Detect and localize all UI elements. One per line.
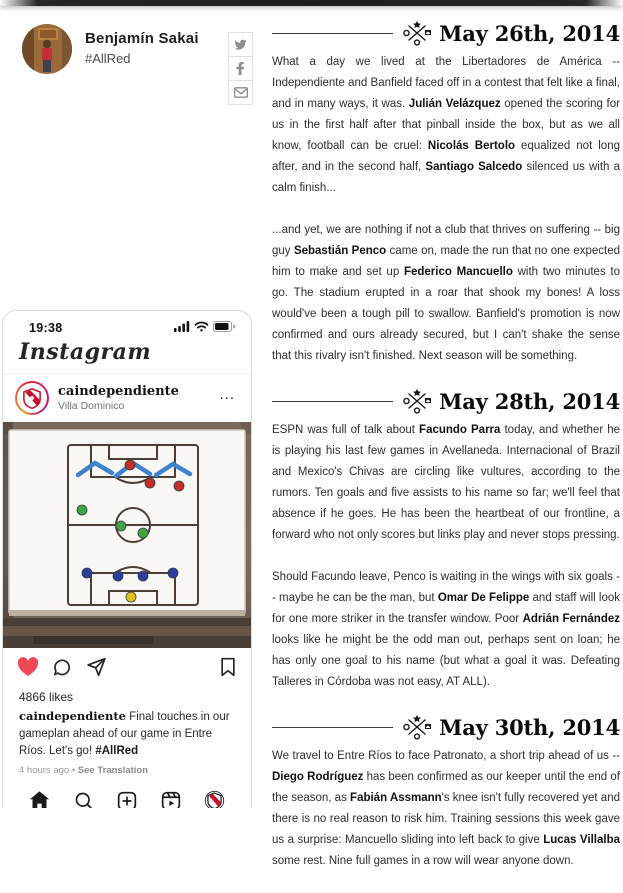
entry-paragraph: ...and yet, we are nothing if not a club that thrives on suffering -- big guy Sebastián Penco came on, made the run that no one expected him to make and set up Federico Mancuello with two minutes to go. The stadium erupted in a roar that shook my bones! A loss would've been a tough pill to swallow. Banfield's promotion is now confirmed and ours already secured, but I can't shake the sense that this rivalry isn't finished. Next season will be something. bbox=[272, 224, 621, 362]
post-avatar[interactable] bbox=[15, 381, 49, 415]
avatar bbox=[22, 24, 72, 74]
journal-entry bbox=[272, 714, 620, 872]
likes-count[interactable]: 4866 likes bbox=[19, 690, 74, 704]
divider bbox=[272, 727, 393, 728]
post-location[interactable]: Villa Dominico bbox=[58, 400, 125, 412]
entry-header bbox=[272, 20, 620, 46]
battery-icon bbox=[213, 319, 235, 337]
post-meta bbox=[3, 760, 251, 776]
entry-header bbox=[272, 714, 620, 740]
journal-entry bbox=[272, 388, 620, 693]
reels-icon[interactable] bbox=[161, 791, 181, 809]
email-icon bbox=[234, 87, 248, 98]
entry-paragraph: Should Facundo leave, Penco is waiting in the wings with six goals -- maybe he can be the man, but Omar De Felippe and staff will look for one more striker in the transfer window. Poor Adrián Fernández looks like he might be the odd man out, perhaps sent on loan; he has only one goal to his name (but what a goal it was. Defeating Talleres in Córdoba was not easy, AT ALL). bbox=[272, 571, 621, 688]
profile-tagline: #AllRed bbox=[85, 51, 131, 66]
phone-status-bar bbox=[3, 311, 251, 335]
bookmark-icon[interactable] bbox=[219, 657, 237, 682]
meta-separator: • bbox=[69, 765, 78, 776]
entry-date: May 30th, 2014 bbox=[439, 714, 620, 740]
caption-text: Final touches in our gameplan ahead of our game in Entre Ríos. Let's go! bbox=[19, 711, 230, 757]
like-heart-icon[interactable] bbox=[17, 657, 39, 682]
profile-card bbox=[22, 24, 199, 74]
divider bbox=[272, 401, 393, 402]
entry-paragraph: ESPN was full of talk about Facundo Parra today, and whether he is playing his last few games in Avellaneda. Internacional of Brazil and Mexico's Chivas are circling like vultures, according to the rumors. Ten goals and five assists to his name so far; we'll feel that absence if he goes. He has been the heartbeat of our frontline, a forward who not only scores but links play and never stops pressing. bbox=[272, 424, 621, 541]
see-translation-link[interactable]: See Translation bbox=[77, 765, 149, 776]
post-action-bar bbox=[3, 648, 251, 686]
share-icon[interactable] bbox=[86, 657, 107, 682]
more-options-icon[interactable]: ... bbox=[219, 385, 235, 403]
top-accent-bar bbox=[0, 0, 623, 6]
entry-date: May 26th, 2014 bbox=[439, 20, 620, 46]
entry-paragraph: We travel to Entre Ríos to face Patronato, a short trip ahead of us -- Diego Rodríguez has been confirmed as our keeper until the end of the season, as Fabián Assmann's knee isn't fully recovered yet and there is no real reason to risk him. Training sessions this week gave us a surprise: Mancuello sliding into left back to give Lucas Villalba some rest. Nine full games in a row will wear anyone down. bbox=[272, 750, 620, 867]
caption-username[interactable]: caindependiente bbox=[19, 709, 126, 723]
new-post-icon[interactable] bbox=[117, 791, 137, 809]
wifi-icon bbox=[194, 319, 209, 337]
entry-header bbox=[272, 388, 620, 414]
facebook-icon bbox=[234, 62, 247, 75]
caption-hashtag[interactable]: #AllRed bbox=[95, 745, 139, 757]
search-icon[interactable] bbox=[74, 791, 94, 809]
email-button[interactable] bbox=[228, 80, 253, 105]
twitter-button[interactable] bbox=[228, 32, 253, 57]
home-icon[interactable] bbox=[29, 791, 50, 809]
signal-icon bbox=[174, 319, 190, 337]
profile-crest-icon[interactable] bbox=[204, 790, 225, 808]
instagram-phone-mock bbox=[2, 310, 252, 808]
post-username[interactable]: caindependiente bbox=[58, 384, 179, 399]
instagram-nav-bar bbox=[3, 776, 251, 808]
profile-name: Benjamín Sakai bbox=[85, 30, 199, 47]
post-photo-tactics-whiteboard[interactable] bbox=[3, 422, 251, 648]
post-timestamp: 4 hours ago bbox=[19, 765, 70, 776]
facebook-button[interactable] bbox=[228, 56, 253, 81]
social-buttons bbox=[228, 32, 253, 105]
journal-entry bbox=[272, 20, 620, 367]
crossed-badge-icon bbox=[402, 388, 432, 414]
journal-column bbox=[272, 20, 620, 893]
divider bbox=[272, 33, 393, 34]
instagram-logo: Instagram bbox=[19, 339, 152, 365]
post-caption bbox=[3, 704, 251, 760]
entry-paragraph: What a day we lived at the Libertadores de América -- Independiente and Banfield faced off in a contest that felt like a final, and in many ways, it was. Julián Velázquez opened the scoring for us in the first half after that pinball inside the box, but as we all know, football can be cruel: Nicolás Bertolo equalized not long after, and in the second half, Santiago Salcedo silenced us with a calm finish... bbox=[272, 56, 620, 194]
post-header bbox=[3, 374, 251, 422]
status-time: 19:38 bbox=[29, 320, 63, 335]
comment-icon[interactable] bbox=[52, 657, 73, 682]
twitter-icon bbox=[234, 38, 247, 51]
entry-date: May 28th, 2014 bbox=[439, 388, 620, 414]
crossed-badge-icon bbox=[402, 20, 432, 46]
crossed-badge-icon bbox=[402, 714, 432, 740]
